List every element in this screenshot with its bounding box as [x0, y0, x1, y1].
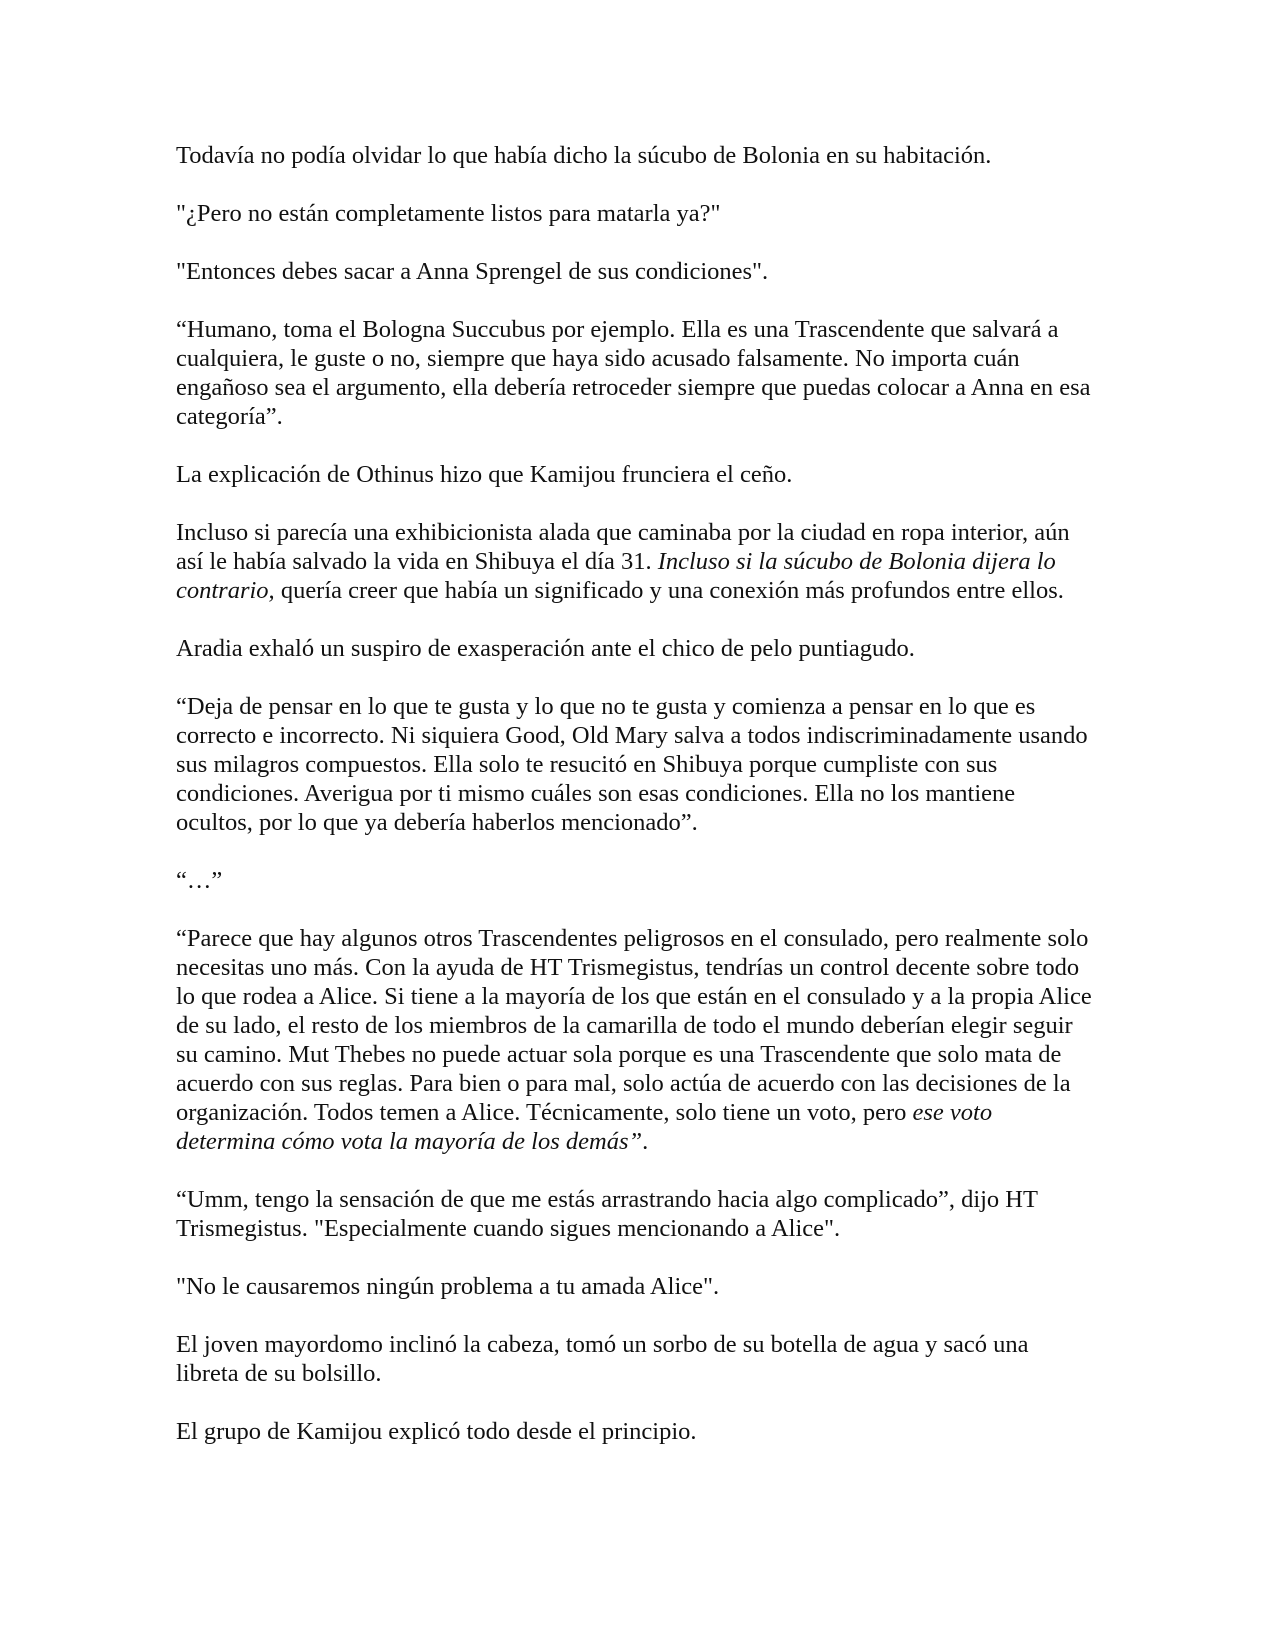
- paragraph: "¿Pero no están completamente listos para matarla ya?": [176, 200, 721, 227]
- paragraph: “Humano, toma el Bologna Succubus por ejemplo. Ella es una Trascendente que salvará a cualquiera, le guste o no, siempre que haya sido acusado falsamente. No importa cuán engañoso sea el argumento, ella debería retroceder siempre que puedas colocar a Anna en esa categoría”.: [176, 316, 1091, 430]
- paragraph: [176, 518, 1096, 605]
- paragraph-text: .: [642, 1128, 649, 1155]
- paragraph: El joven mayordomo inclinó la cabeza, tomó un sorbo de su botella de agua y sacó una libreta de su bolsillo.: [176, 1331, 1029, 1387]
- paragraph: El grupo de Kamijou explicó todo desde el principio.: [176, 1418, 697, 1445]
- paragraph: Aradia exhaló un suspiro de exasperación ante el chico de pelo puntiagudo.: [176, 635, 915, 662]
- paragraph: “Umm, tengo la sensación de que me estás arrastrando hacia algo complicado”, dijo HT Trismegistus. "Especialmente cuando sigues mencionando a Alice".: [176, 1186, 1038, 1242]
- document-page: [176, 141, 1096, 1446]
- paragraph: Todavía no podía olvidar lo que había dicho la súcubo de Bolonia en su habitación.: [176, 142, 992, 169]
- italic-text: ese voto determina cómo vota la mayoría de los demás”: [176, 1099, 993, 1155]
- paragraph: La explicación de Othinus hizo que Kamijou frunciera el ceño.: [176, 461, 793, 488]
- paragraph: “Deja de pensar en lo que te gusta y lo que no te gusta y comienza a pensar en lo que es correcto e incorrecto. Ni siquiera Good, Old Mary salva a todos indiscriminadamente usando sus milagros compuestos. Ella solo te resucitó en Shibuya porque cumpliste con sus condiciones. Averigua por ti mismo cuáles son esas condiciones. Ella no los mantiene ocultos, por lo que ya debería haberlos mencionado”.: [176, 693, 1088, 836]
- italic-text: Incluso si la súcubo de Bolonia dijera lo contrario,: [176, 548, 1056, 604]
- paragraph: [176, 924, 1096, 1156]
- paragraph-text: “Parece que hay algunos otros Trascendentes peligrosos en el consulado, pero realmente solo necesitas uno más. Con la ayuda de HT Trismegistus, tendrías un control decente sobre todo lo que rodea a Alice. Si tiene a la mayoría de los que están en el consulado y a la propia Alice de su lado, el resto de los miembros de la camarilla de todo el mundo deberían elegir seguir su camino. Mut Thebes no puede actuar sola porque es una Trascendente que solo mata de acuerdo con sus reglas. Para bien o para mal, solo actúa de acuerdo con las decisiones de la organización. Todos temen a Alice. Técnicamente, solo tiene un voto, pero: [176, 925, 1092, 1126]
- paragraph: "No le causaremos ningún problema a tu amada Alice".: [176, 1273, 720, 1300]
- paragraph: “…”: [176, 867, 223, 894]
- paragraph-text: Incluso si parecía una exhibicionista alada que caminaba por la ciudad en ropa interior, aún así le había salvado la vida en Shibuya el día 31.: [176, 519, 1070, 575]
- paragraph: "Entonces debes sacar a Anna Sprengel de sus condiciones".: [176, 258, 769, 285]
- paragraph-text: quería creer que había un significado y una conexión más profundos entre ellos.: [274, 577, 1064, 604]
